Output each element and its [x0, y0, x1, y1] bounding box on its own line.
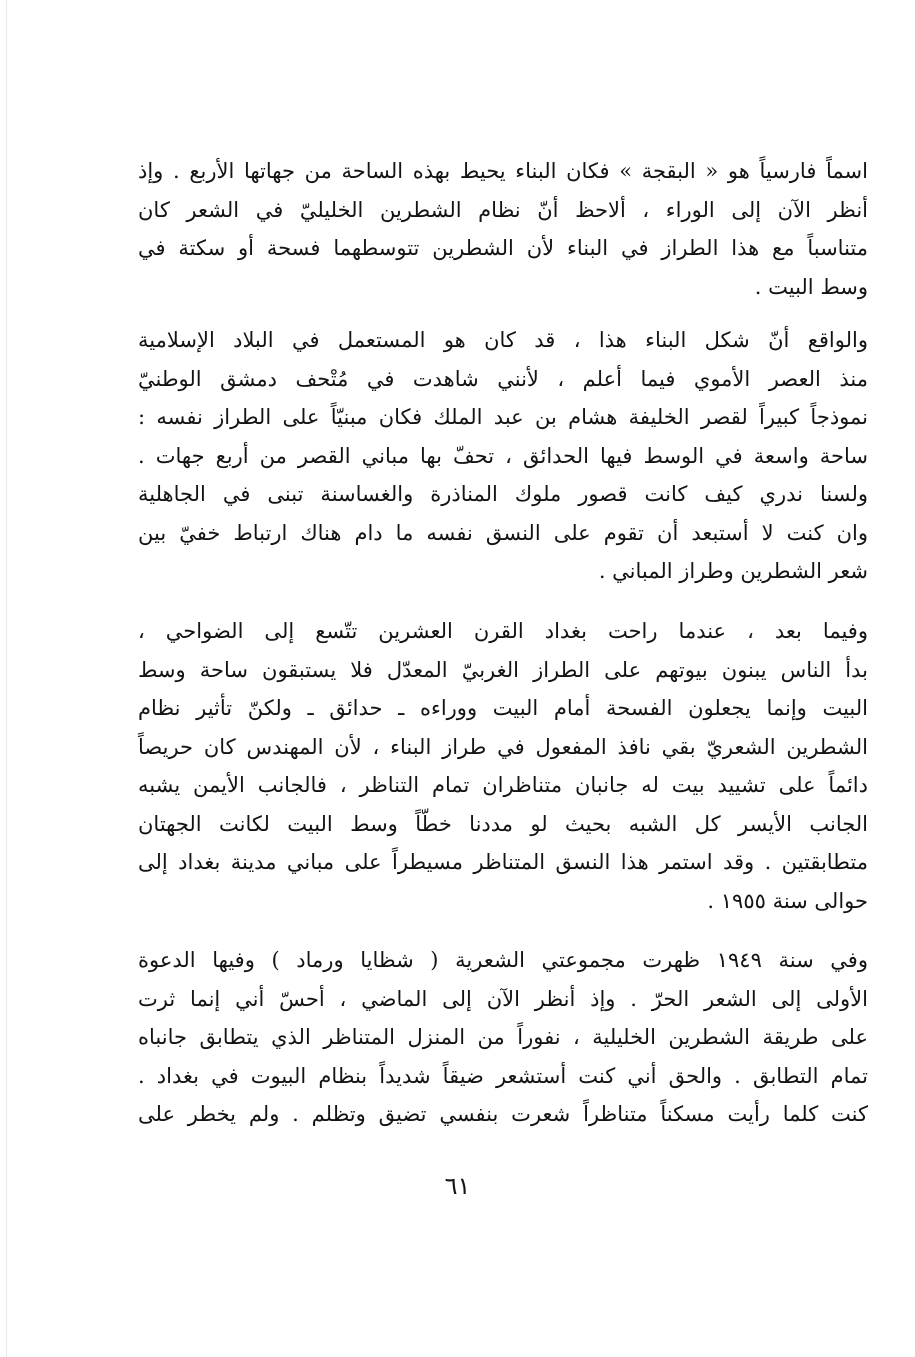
text-line: الأولى إلى الشعر الحرّ . وإذ أنظر الآن إلى الماضي ، أحسّ أني إنما ثرت — [138, 986, 868, 1011]
paragraph-4 — [138, 941, 868, 1134]
text-line: ولسنا ندري كيف كانت قصور ملوك المناذرة والغساسنة تبنى في الجاهلية — [138, 482, 868, 506]
text-line: منذ العصر الأموي فيما أعلم ، لأنني شاهدت في مُتْحف دمشق الوطنيّ — [138, 366, 868, 391]
text-line: وان كنت لا أستبعد أن تقوم على النسق نفسه ما دام هناك ارتباط خفيّ بين — [138, 520, 868, 545]
text-line: متطابقتين . وقد استمر هذا النسق المتناظر مسيطراً على مباني مدينة بغداد إلى — [138, 850, 868, 874]
text-line: أنظر الآن إلى الوراء ، ألاحظ أنّ نظام الشطرين الخليليّ في الشعر كان — [138, 197, 868, 222]
paragraph-2 — [138, 321, 868, 591]
text-line: نموذجاً كبيراً لقصر الخليفة هشام بن عبد الملك فكان مبنيّاً على الطراز نفسه : — [138, 405, 868, 429]
text-line: كنت كلما رأيت مسكناً متناظراً شعرت بنفسي تضيق وتظلم . ولم يخطر على — [138, 1102, 868, 1126]
text-line: اسماً فارسياً هو « البقجة » فكان البناء يحيط بهذه الساحة من جهاتها الأربع . وإذ — [138, 159, 868, 183]
text-line: حوالى سنة ١٩٥٥ . — [707, 888, 868, 913]
text-line: الشطرين الشعريّ بقي نافذ المفعول في طراز البناء ، لأن المهندس كان حريصاً — [138, 734, 868, 759]
text-line: وفي سنة ١٩٤٩ ظهرت مجموعتي الشعرية ( شظايا ورماد ) وفيها الدعوة — [138, 948, 868, 972]
text-line: البيت وإنما يجعلون الفسحة أمام البيت ووراءه ـ حدائق ـ ولكنّ تأثير نظام — [138, 696, 868, 720]
text-line: والواقع أنّ شكل البناء هذا ، قد كان هو المستعمل في البلاد الإسلامية — [138, 328, 868, 352]
text-line: بدأ الناس يبنون بيوتهم على الطراز الغربيّ المعدّل فلا يستبقون ساحة وسط — [138, 657, 868, 682]
text-line: شعر الشطرين وطراز المباني . — [598, 559, 868, 583]
paragraph-1 — [138, 152, 868, 306]
text-line: ساحة واسعة في الوسط فيها الحدائق ، تحفّ بها مباني القصر من أربع جهات . — [138, 443, 868, 468]
text-line: دائماً على تشييد بيت له جانبان متناظران تمام التناظر ، فالجانب الأيمن يشبه — [138, 773, 868, 797]
text-line: وسط البيت . — [754, 274, 868, 299]
text-line: تمام التطابق . والحق أني كنت أستشعر ضيقاً شديداً بنظام البيوت في بغداد . — [138, 1063, 868, 1088]
page-number: ٦١ — [444, 1172, 471, 1200]
text-line: وفيما بعد ، عندما راحت بغداد القرن العشرين تتّسع إلى الضواحي ، — [138, 619, 868, 643]
text-line: على طريقة الشطرين الخليلية ، نفوراً من المنزل المتناظر الذي يتطابق جانباه — [138, 1025, 868, 1049]
paragraph-3 — [138, 612, 868, 920]
scan-edge — [6, 0, 7, 1357]
text-line: متناسباً مع هذا الطراز في البناء لأن الشطرين تتوسطهما فسحة أو سكتة في — [138, 236, 868, 260]
text-line: الجانب الأيسر كل الشبه بحيث لو مددنا خطّاً وسط البيت لكانت الجهتان — [138, 811, 868, 836]
